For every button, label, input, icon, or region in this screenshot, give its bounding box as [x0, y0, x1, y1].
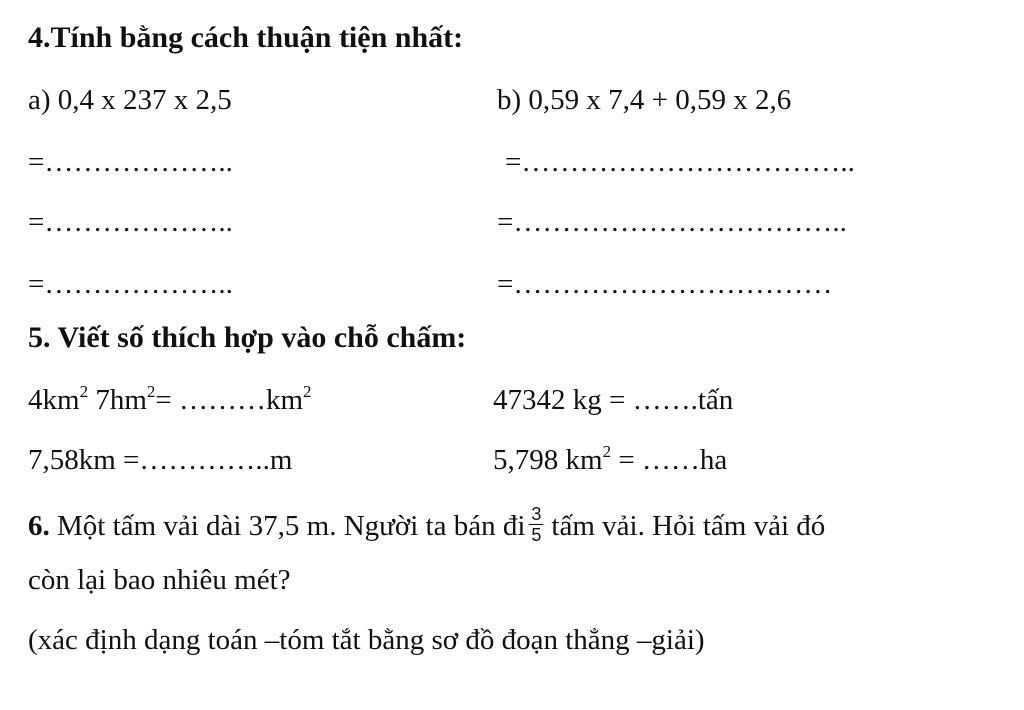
- section-5-title: 5. Viết số thích hợp vào chỗ chấm:: [28, 321, 467, 354]
- fraction-denominator: 5: [531, 524, 542, 545]
- answer-line-4a-3: =………………..: [28, 268, 233, 300]
- answer-line-4b-2: =……………………………..: [497, 206, 847, 238]
- superscript: 2: [602, 442, 612, 461]
- conversion-length-m: 7,58km =…………..m: [28, 444, 293, 476]
- problem-6-line-1: [28, 503, 826, 548]
- problem-6-instructions: (xác định dạng toán –tóm tắt bằng sơ đồ đoạn thẳng –giải): [28, 624, 705, 656]
- superscript: 2: [79, 382, 89, 401]
- answer-line-4a-1: =………………..: [28, 146, 233, 178]
- problem-6-line-2: còn lại bao nhiêu mét?: [28, 564, 291, 596]
- conversion-mass-ton: 47342 kg = …….tấn: [493, 384, 734, 416]
- conversion-area-part-1: 4km: [28, 384, 80, 416]
- answer-line-4a-2: =………………..: [28, 206, 233, 238]
- problem-4b: b) 0,59 x 7,4 + 0,59 x 2,6: [497, 84, 792, 116]
- conversion-ha-part-1: 5,798 km: [493, 444, 603, 476]
- answer-line-4b-3: =……………………………: [497, 268, 833, 300]
- answer-line-4b-1: =……………………………..: [505, 146, 855, 178]
- problem-4a: a) 0,4 x 237 x 2,5: [28, 84, 232, 116]
- problem-6-text-a: Một tấm vải dài 37,5 m. Người ta bán đi: [49, 510, 526, 542]
- conversion-area-part-3: = ………km: [155, 384, 304, 416]
- conversion-area-km2: [28, 382, 312, 418]
- conversion-area-part-2: 7hm: [88, 384, 147, 416]
- problem-6-label: 6.: [28, 510, 50, 542]
- conversion-ha-part-2: = ……ha: [611, 444, 728, 476]
- fraction-numerator: 3: [531, 503, 542, 524]
- superscript: 2: [146, 382, 156, 401]
- fraction-three-fifths: [529, 505, 543, 544]
- section-4-title: 4.Tính bằng cách thuận tiện nhất:: [28, 21, 464, 54]
- superscript: 2: [303, 382, 312, 401]
- problem-6-text-b: tấm vải. Hỏi tấm vải đó: [551, 510, 826, 542]
- conversion-area-ha: [493, 442, 727, 478]
